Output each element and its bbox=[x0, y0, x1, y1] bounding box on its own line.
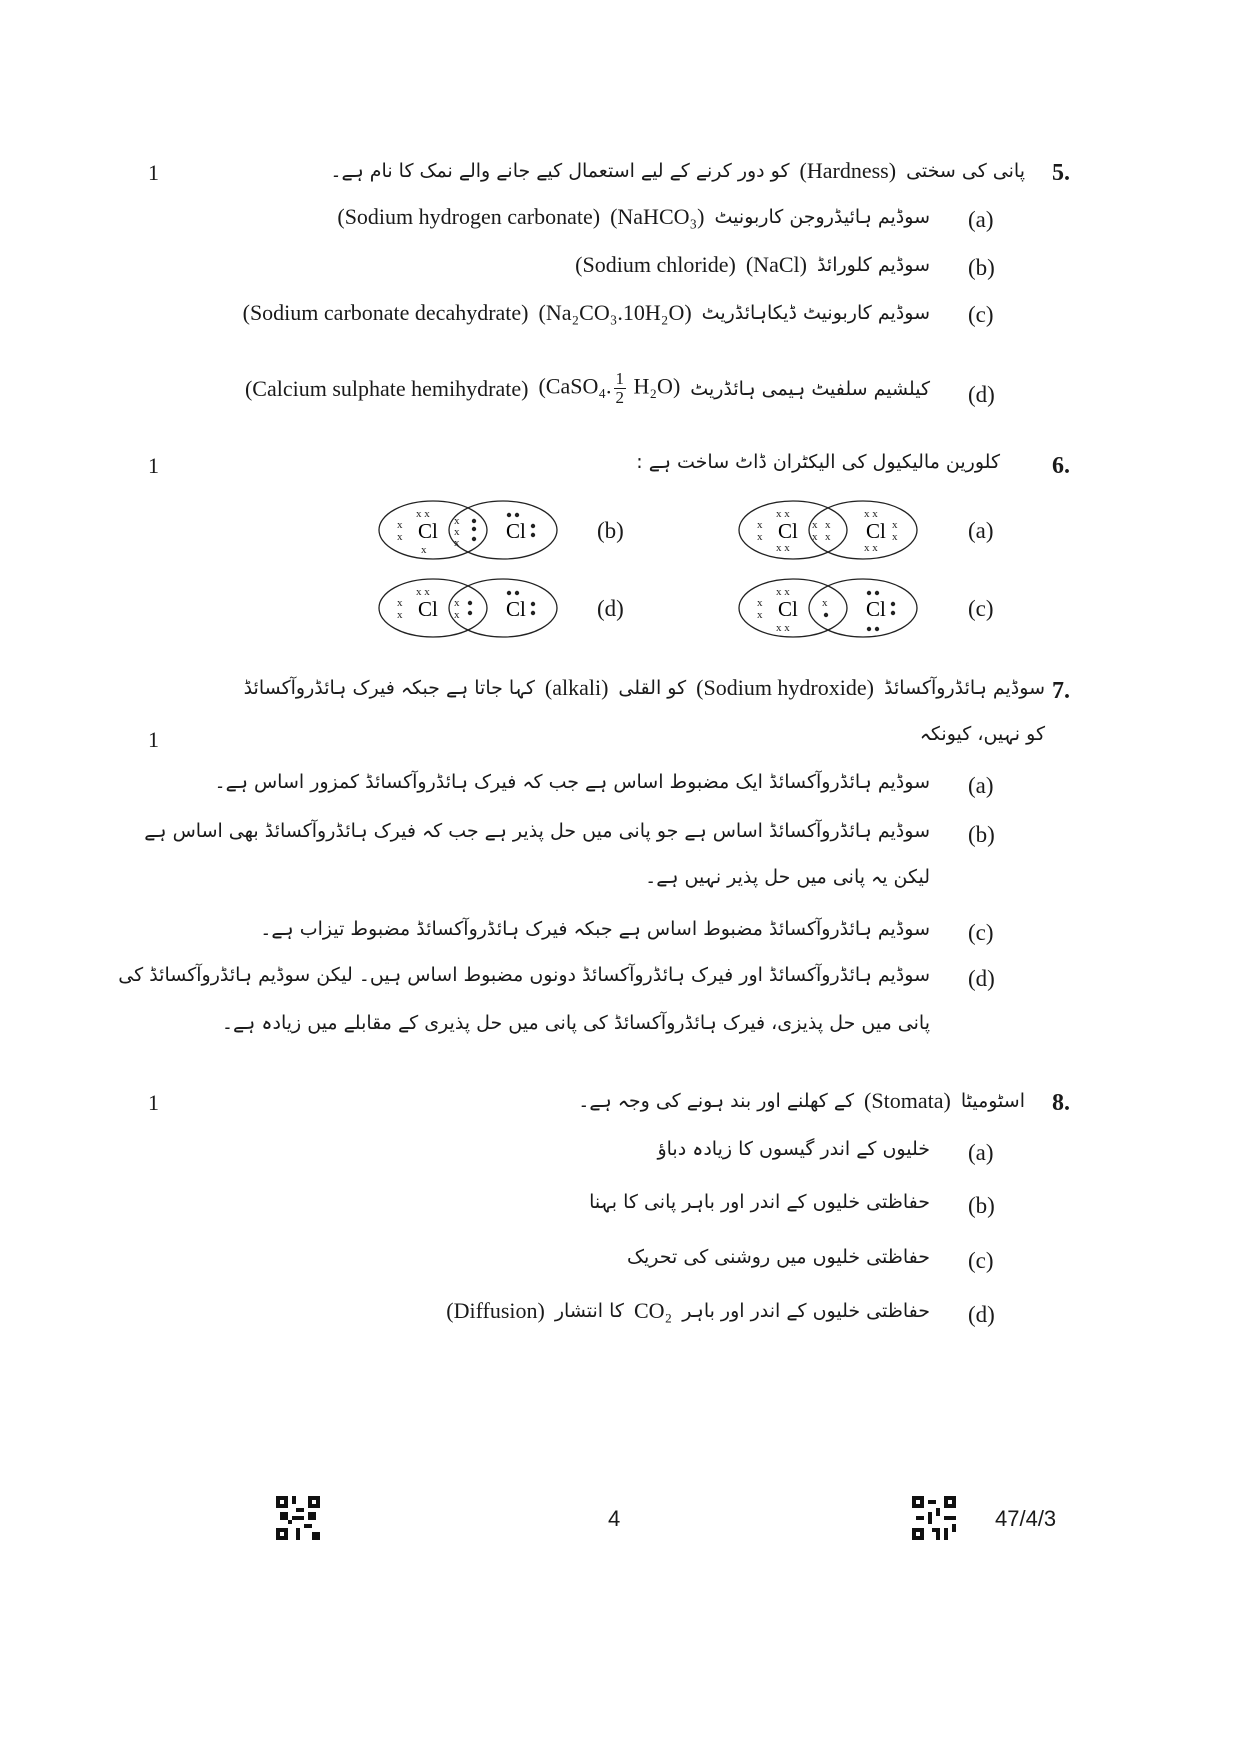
svg-text:x: x bbox=[757, 519, 763, 531]
q7-option-d-label: (d) bbox=[968, 966, 995, 991]
svg-text:x: x bbox=[397, 531, 403, 543]
q8-option-d-ur-2: کا انتشار bbox=[554, 1300, 624, 1322]
q7-option-a-label: (a) bbox=[968, 773, 994, 798]
q8-option-c-text: حفاظتی خلیوں میں روشنی کی تحریک bbox=[627, 1246, 930, 1268]
q7-option-d-line-1: سوڈیم ہائڈروآکسائڈ اور فیرک ہائڈروآکسائڈ دونوں مضبوط اساس ہیں۔ لیکن سوڈیم ہائڈروآکسائڈ کی bbox=[118, 964, 930, 986]
svg-text:x x: x x bbox=[776, 542, 790, 554]
svg-text:x: x bbox=[757, 531, 763, 543]
q6-diagram-a bbox=[738, 495, 918, 565]
svg-text:x x: x x bbox=[776, 508, 790, 520]
q7-option-c-text: سوڈیم ہائڈروآکسائڈ مضبوط اساس ہے جبکہ فیرک ہائڈروآکسائڈ مضبوط تیزاب ہے۔ bbox=[260, 918, 930, 940]
q5-option-c-ur: سوڈیم کاربونیٹ ڈیکاہائڈریٹ bbox=[701, 302, 930, 324]
cl-atom-label: Cl bbox=[778, 597, 798, 621]
q7-number: 7. bbox=[1052, 678, 1070, 704]
svg-text:x: x bbox=[397, 597, 403, 609]
q5-number: 5. bbox=[1052, 160, 1070, 186]
q7-stem-line-2: کو نہیں، کیونکہ bbox=[919, 723, 1045, 745]
cl-atom-label: Cl bbox=[506, 597, 526, 621]
q7-stem-line-1 bbox=[244, 675, 1045, 701]
q5-option-d-ur: کیلشیم سلفیٹ ہیمی ہائڈریٹ bbox=[690, 377, 930, 400]
q8-stem-ur-2: کے کھلنے اور بند ہونے کی وجہ ہے۔ bbox=[578, 1090, 855, 1112]
svg-text:x: x bbox=[397, 609, 403, 621]
q8-number: 8. bbox=[1052, 1090, 1070, 1116]
q5-option-d-formula-b: H₂O) bbox=[633, 373, 681, 399]
cl-atom-label: Cl bbox=[866, 519, 886, 543]
svg-text:x: x bbox=[757, 609, 763, 621]
half-fraction bbox=[614, 370, 627, 407]
q7-option-a-text: سوڈیم ہائڈروآکسائڈ ایک مضبوط اساس ہے جب کہ فیرک ہائڈروآکسائڈ کمزور اساس ہے۔ bbox=[214, 771, 930, 793]
q8-stem-en: (Stomata) bbox=[864, 1088, 951, 1113]
svg-text:x: x bbox=[397, 519, 403, 531]
q5-option-d-formula bbox=[538, 370, 680, 407]
q5-option-d-en: (Calcium sulphate hemihydrate) bbox=[244, 375, 529, 401]
cl-atom-label: Cl bbox=[866, 597, 886, 621]
q5-stem-en: (Hardness) bbox=[799, 158, 897, 183]
q7-option-d-line-2: پانی میں حل پذیزی، فیرک ہائڈروآکسائڈ کی پانی میں حل پذیری کے مقابلے میں زیادہ ہے۔ bbox=[221, 1012, 930, 1034]
svg-text:x x: x x bbox=[416, 586, 430, 598]
q6-option-c-label: (c) bbox=[968, 596, 994, 621]
q5-option-a-label: (a) bbox=[968, 207, 994, 232]
svg-text:x x: x x bbox=[416, 508, 430, 520]
q7-stem-ur-2: کو القلی bbox=[618, 677, 687, 699]
svg-text:x: x bbox=[454, 597, 460, 609]
svg-text:x: x bbox=[454, 537, 460, 549]
q5-option-b-label: (b) bbox=[968, 255, 995, 280]
q5-stem-ur-1: پانی کی سختی bbox=[906, 160, 1025, 182]
q5-option-c-en: (Sodium carbonate decahydrate) bbox=[242, 300, 529, 325]
q5-option-d bbox=[245, 370, 930, 407]
q6-option-b-label: (b) bbox=[597, 518, 624, 543]
q5-option-a-en: (Sodium hydrogen carbonate) bbox=[337, 204, 601, 229]
q7-stem-en-2: (alkali) bbox=[544, 675, 609, 700]
q8-option-d bbox=[446, 1298, 930, 1324]
q5-option-b-ur: سوڈیم کلورائڈ bbox=[816, 254, 930, 276]
q5-marks: 1 bbox=[148, 160, 159, 185]
q8-stem-ur-1: اسٹومیٹا bbox=[960, 1090, 1025, 1112]
q5-option-c-formula: (Na₂CO₃.10H₂O) bbox=[538, 300, 692, 325]
q8-option-d-en: (Diffusion) bbox=[446, 1298, 545, 1323]
q8-option-d-formula: CO₂ bbox=[633, 1298, 673, 1323]
fraction-denominator: 2 bbox=[615, 388, 624, 407]
svg-text:x: x bbox=[825, 519, 831, 531]
svg-text:x x: x x bbox=[776, 622, 790, 634]
svg-text:x: x bbox=[454, 609, 460, 621]
cl-atom-label: Cl bbox=[418, 519, 438, 543]
paper-code: 47/4/3 bbox=[995, 1506, 1057, 1531]
q6-diagram-c bbox=[738, 573, 918, 643]
q8-option-a-label: (a) bbox=[968, 1140, 994, 1165]
q5-stem-ur-2: کو دور کرنے کے لیے استعمال کیے جانے والے نمک کا نام ہے۔ bbox=[330, 160, 790, 182]
qr-code-icon bbox=[912, 1496, 956, 1540]
svg-text:x x: x x bbox=[864, 542, 878, 554]
q5-option-d-label: (d) bbox=[968, 382, 995, 407]
q8-option-b-text: حفاظتی خلیوں کے اندر اور باہر پانی کا بہنا bbox=[589, 1191, 930, 1213]
cl-atom-label: Cl bbox=[506, 519, 526, 543]
q5-option-a bbox=[337, 204, 930, 230]
svg-text:x: x bbox=[454, 515, 460, 527]
svg-text:x x: x x bbox=[864, 508, 878, 520]
svg-text:x: x bbox=[812, 531, 818, 543]
svg-text:x: x bbox=[825, 531, 831, 543]
q8-option-a-text: خلیوں کے اندر گیسوں کا زیادہ دباؤ bbox=[657, 1138, 930, 1160]
page-number: 4 bbox=[608, 1506, 621, 1531]
q8-option-b-label: (b) bbox=[968, 1193, 995, 1218]
q5-option-a-ur: سوڈیم ہائیڈروجن کاربونیٹ bbox=[714, 206, 930, 228]
q7-stem-en-1: (Sodium hydroxide) bbox=[696, 675, 874, 700]
q5-option-a-formula: (NaHCO₃) bbox=[610, 204, 705, 229]
cl-atom-label: Cl bbox=[778, 519, 798, 543]
svg-text:x: x bbox=[822, 597, 828, 609]
q5-option-b-en: (Sodium chloride) bbox=[575, 252, 736, 277]
q6-number: 6. bbox=[1052, 453, 1070, 479]
q7-marks: 1 bbox=[148, 727, 159, 752]
q8-marks: 1 bbox=[148, 1090, 159, 1115]
q6-marks: 1 bbox=[148, 453, 159, 478]
q5-option-b bbox=[575, 252, 930, 278]
svg-text:x: x bbox=[757, 597, 763, 609]
q8-option-d-label: (d) bbox=[968, 1302, 995, 1327]
svg-text:x: x bbox=[421, 544, 427, 556]
q6-option-a-label: (a) bbox=[968, 518, 994, 543]
q6-stem: کلورین مالیکیول کی الیکٹران ڈاٹ ساخت ہے : bbox=[636, 451, 1000, 473]
qr-code-icon bbox=[276, 1496, 320, 1540]
q6-diagram-b bbox=[378, 495, 558, 565]
q5-option-c-label: (c) bbox=[968, 302, 994, 327]
q7-option-b-label: (b) bbox=[968, 822, 995, 847]
q8-option-c-label: (c) bbox=[968, 1248, 994, 1273]
q7-stem-ur-3: کہا جاتا ہے جبکہ فیرک ہائڈروآکسائڈ bbox=[243, 677, 535, 699]
q8-stem bbox=[578, 1088, 1025, 1114]
q5-option-d-formula-a: (CaSO₄. bbox=[538, 373, 612, 399]
q5-stem bbox=[330, 158, 1025, 184]
svg-text:x: x bbox=[892, 519, 898, 531]
svg-text:x: x bbox=[454, 526, 460, 538]
fraction-numerator: 1 bbox=[615, 369, 624, 388]
svg-text:x x: x x bbox=[776, 586, 790, 598]
svg-text:x: x bbox=[812, 519, 818, 531]
q8-option-d-ur: حفاظتی خلیوں کے اندر اور باہر bbox=[682, 1300, 930, 1322]
q6-diagram-d bbox=[378, 573, 558, 643]
q7-option-b-line-2: لیکن یہ پانی میں حل پذیر نہیں ہے۔ bbox=[645, 866, 930, 888]
q6-option-d-label: (d) bbox=[597, 596, 624, 621]
q7-option-c-label: (c) bbox=[968, 920, 994, 945]
q5-option-c bbox=[243, 300, 930, 326]
cl-atom-label: Cl bbox=[418, 597, 438, 621]
q7-option-b-line-1: سوڈیم ہائڈروآکسائڈ اساس ہے جو پانی میں حل پذیر ہے جب کہ فیرک ہائڈروآکسائڈ بھی اساس ہے bbox=[144, 820, 930, 842]
svg-text:x: x bbox=[892, 531, 898, 543]
q7-stem-ur-1: سوڈیم ہائڈروآکسائڈ bbox=[883, 677, 1045, 699]
q5-option-b-formula: (NaCl) bbox=[745, 252, 807, 277]
